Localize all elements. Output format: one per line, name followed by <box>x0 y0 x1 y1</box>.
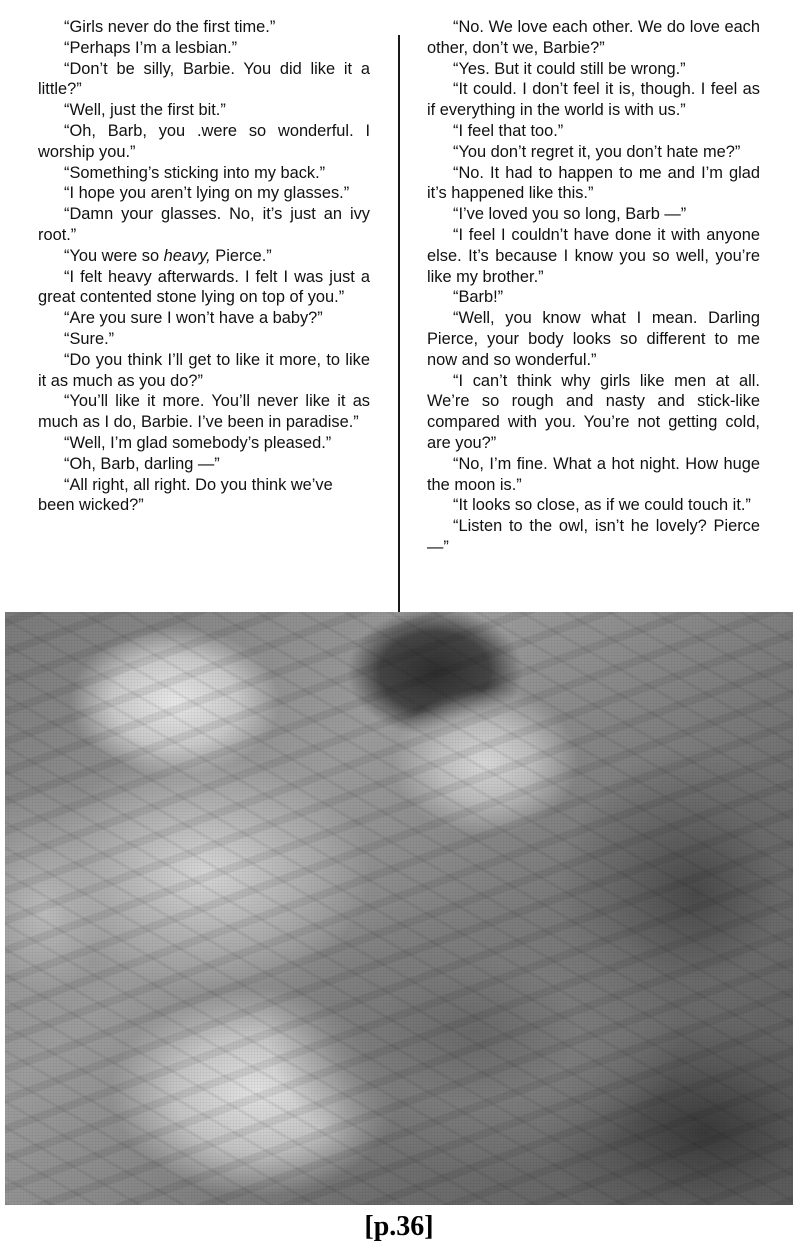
paragraph: “I feel I couldn’t have done it with anyone else. It’s because I know you so well, you’re like my brother.” <box>427 225 760 286</box>
column-divider <box>398 35 400 612</box>
paragraph: “All right, all right. Do you think we’ve been wicked?” <box>38 475 333 515</box>
paragraph: “It could. I don’t feel it is, though. I feel as if everything in the world is with us.” <box>427 80 760 120</box>
paragraph: “Girls never do the first time.” <box>64 18 276 36</box>
paragraph: “Don’t be silly, Barbie. You did like it a little?” <box>38 59 370 99</box>
paragraph-with-emphasis <box>38 246 370 267</box>
paragraph: “It looks so close, as if we could touch it.” <box>453 496 751 515</box>
paragraph: “Do you think I’ll get to like it more, to like it as much as you do?” <box>38 350 370 390</box>
paragraph: “Sure.” <box>64 329 115 348</box>
text-run: “You were so <box>64 246 164 265</box>
paragraph: “Oh, Barb, darling —” <box>64 454 220 473</box>
paragraph: “Well, you know what I mean. Darling Pierce, your body looks so different to me now and so wonderful.” <box>427 309 760 369</box>
left-text-column <box>38 17 370 516</box>
paragraph: “Well, just the first bit.” <box>64 101 226 120</box>
paragraph: “Damn your glasses. No, it’s just an ivy root.” <box>38 205 370 244</box>
paragraph: “Barb!” <box>453 288 504 307</box>
paragraph: “Perhaps I’m a lesbian.” <box>64 38 238 57</box>
paragraph: “Something’s sticking into my back.” <box>64 163 326 182</box>
emphasized-word: heavy, <box>163 246 211 265</box>
paragraph: “No. It had to happen to me and I’m glad it’s happened like this.” <box>427 163 760 203</box>
paragraph: “I’ve loved you so long, Barb —” <box>453 205 687 224</box>
paragraph: “I hope you aren’t lying on my glasses.” <box>64 184 350 203</box>
paragraph: “Well, I’m glad somebody’s pleased.” <box>64 433 332 452</box>
paragraph: “No. We love each other. We do love each other, don’t we, Barbie?” <box>427 18 760 57</box>
paragraph: “I can’t think why girls like men at all. We’re so rough and nasty and stick-like compared with you. You’re not getting cold, are you?” <box>427 371 760 452</box>
right-text-column <box>427 17 760 558</box>
paragraph: “I feel that too.” <box>453 121 564 140</box>
paragraph: “You’ll like it more. You’ll never like it as much as I do, Barbie. I’ve been in paradise.” <box>38 392 370 432</box>
page-number: [p.36] <box>364 1211 434 1242</box>
paragraph: “Listen to the owl, isn’t he lovely? Pierce —” <box>427 517 760 556</box>
paragraph: “You don’t regret it, you don’t hate me?” <box>453 142 741 161</box>
paragraph: “I felt heavy afterwards. I felt I was just a great contented stone lying on top of you.” <box>38 267 370 307</box>
paragraph: “Oh, Barb, you .were so wonderful. I worship you.” <box>38 121 370 161</box>
paragraph: “Are you sure I won’t have a baby?” <box>64 309 323 328</box>
paragraph: “No, I’m fine. What a hot night. How huge the moon is.” <box>427 454 760 494</box>
photo-grain <box>5 612 793 1205</box>
text-run: Pierce.” <box>210 246 272 265</box>
photograph <box>5 612 793 1205</box>
paragraph: “Yes. But it could still be wrong.” <box>453 59 686 78</box>
